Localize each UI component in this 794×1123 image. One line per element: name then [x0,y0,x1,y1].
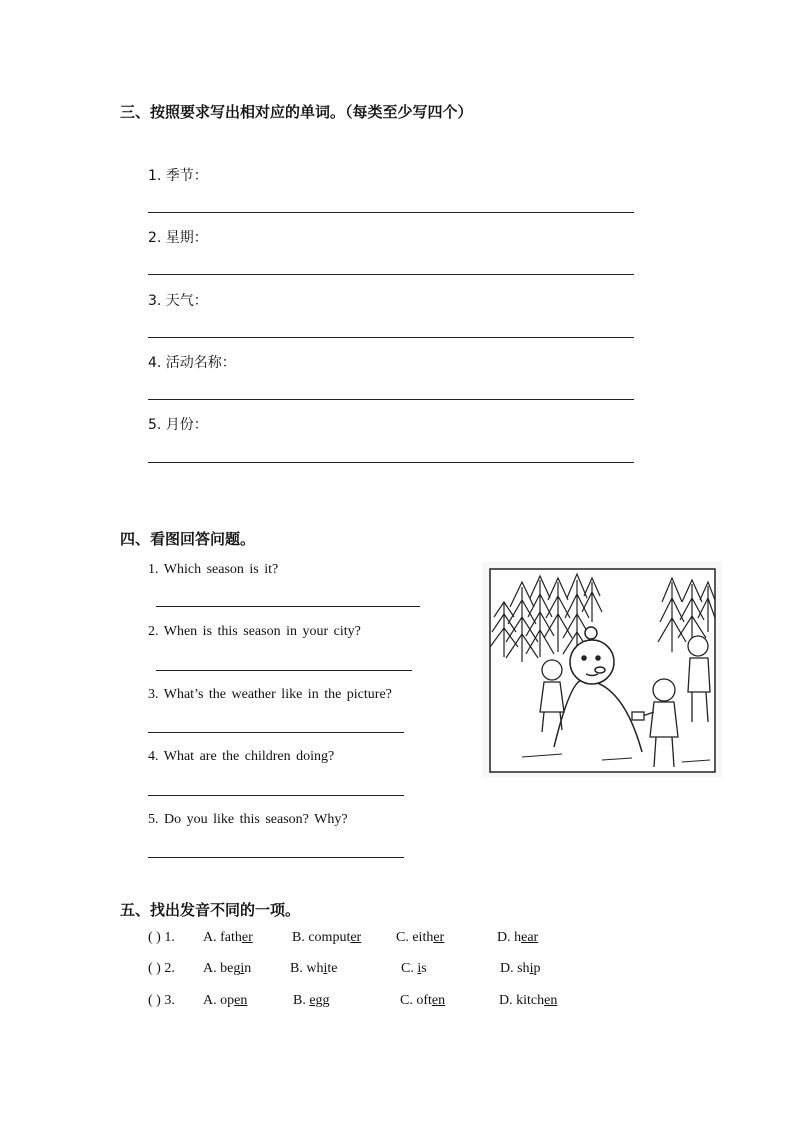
answer-line-2[interactable] [148,274,634,275]
section3-heading: 三、按照要求写出相对应的单词。（每类至少写四个） [120,103,473,121]
section3-item-3: 3. 天气： [148,293,208,309]
section3-item-2: 2. 星期： [148,230,208,246]
answer-line-5[interactable] [148,462,634,463]
section3-item-5: 5. 月份： [148,417,208,433]
section5-q1-option-c: C. either [396,930,445,945]
section5-q3-option-d: D. kitchen [499,993,558,1008]
answer-line-1[interactable] [148,212,634,213]
section5-answer-bracket-3[interactable]: ( ) 3. [148,993,175,1008]
answer-line-3[interactable] [148,337,634,338]
section4-question-3: 3. What’s the weather like in the picture? [148,687,392,702]
section3-item-1: 1. 季节： [148,168,208,184]
section3-item-4: 4. 活动名称： [148,355,236,371]
section4-answer-line-4[interactable] [148,795,404,796]
section4-answer-line-5[interactable] [148,857,404,858]
section4-answer-line-2[interactable] [156,670,412,671]
section5-q2-option-b: B. white [290,961,338,976]
section5-q3-option-c: C. often [400,993,446,1008]
section5-q3-option-b: B. egg [293,993,330,1008]
section5-q1-option-a: A. father [203,930,253,945]
section4-heading: 四、看图回答问题。 [120,530,256,548]
answer-line-4[interactable] [148,399,634,400]
section5-answer-bracket-1[interactable]: ( ) 1. [148,930,175,945]
section5-q1-option-d: D. hear [497,930,539,945]
section5-q2-option-a: A. begin [203,961,252,976]
section4-answer-line-1[interactable] [156,606,420,607]
section4-question-1: 1. Which season is it? [148,562,279,577]
snowman-illustration [482,562,722,778]
section5-q1-option-b: B. computer [292,930,362,945]
section4-question-4: 4. What are the children doing? [148,749,335,764]
section5-answer-bracket-2[interactable]: ( ) 2. [148,961,175,976]
section4-answer-line-3[interactable] [148,732,404,733]
winter-snowman-picture [482,562,722,778]
section4-question-2: 2. When is this season in your city? [148,624,361,639]
section5-heading: 五、找出发音不同的一项。 [120,901,301,919]
section5-q3-option-a: A. open [203,993,248,1008]
section5-q2-option-d: D. ship [500,961,541,976]
section5-q2-option-c: C. is [401,961,427,976]
section4-question-5: 5. Do you like this season? Why? [148,812,348,827]
